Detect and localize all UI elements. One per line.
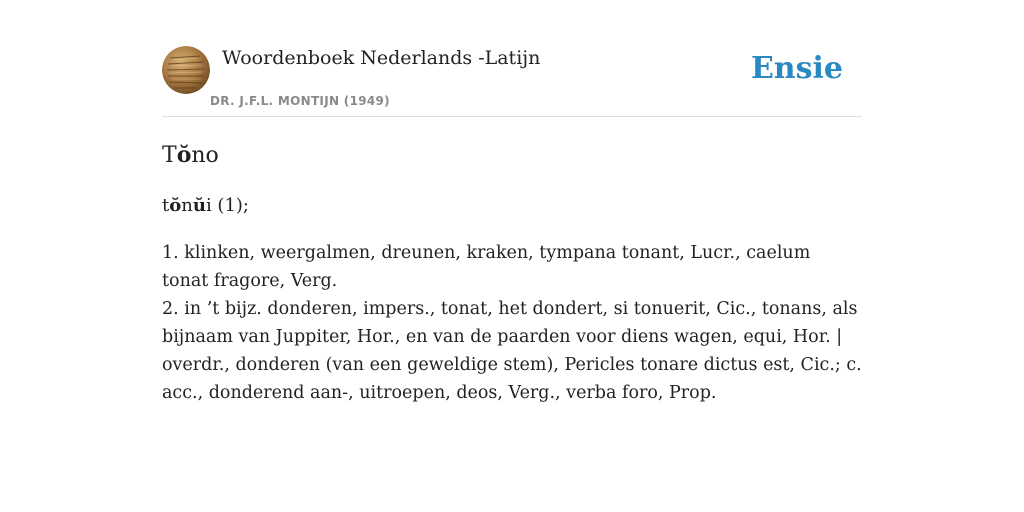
forms-part: i (1);: [205, 195, 249, 216]
definition-item: 1. klinken, weergalmen, dreunen, kraken, tympana tonant, Lucr., caelum tonat fragore, Verg.: [162, 243, 811, 291]
forms-part-accented: ŏ: [169, 195, 182, 216]
book-author: DR. J.F.L. MONTIJN (1949): [210, 94, 390, 108]
entry-title: [162, 140, 219, 171]
definition-item: 2. in ’t bijz. donderen, impers., tonat, het dondert, si tonuerit, Cic., tonans, als bijnaam van Juppiter, Hor., en van de paarden voor diens wagen, equi, Hor. | overdr., donderen (van een geweldige stem), Pericles tonare dictus est, Cic.; c. acc., donderend aan-, uitroepen, deos, Verg., verba foro, Prop.: [162, 299, 862, 403]
book-title[interactable]: Woordenboek Nederlands -Latijn: [222, 47, 541, 69]
title-part-accented: ŏ: [176, 142, 192, 168]
ensie-logo-link[interactable]: Ensie: [750, 51, 843, 86]
forms-part: n: [181, 195, 193, 216]
page-card: [162, 0, 862, 512]
entry-forms: [162, 193, 249, 219]
title-part: no: [191, 143, 219, 168]
forms-part: t: [162, 195, 170, 216]
forms-part-accented: ŭ: [192, 195, 206, 216]
title-part: T: [162, 143, 177, 168]
entry-definitions: [162, 239, 862, 407]
coin-inscription-icon[interactable]: [162, 46, 210, 94]
book-header: [162, 0, 862, 117]
